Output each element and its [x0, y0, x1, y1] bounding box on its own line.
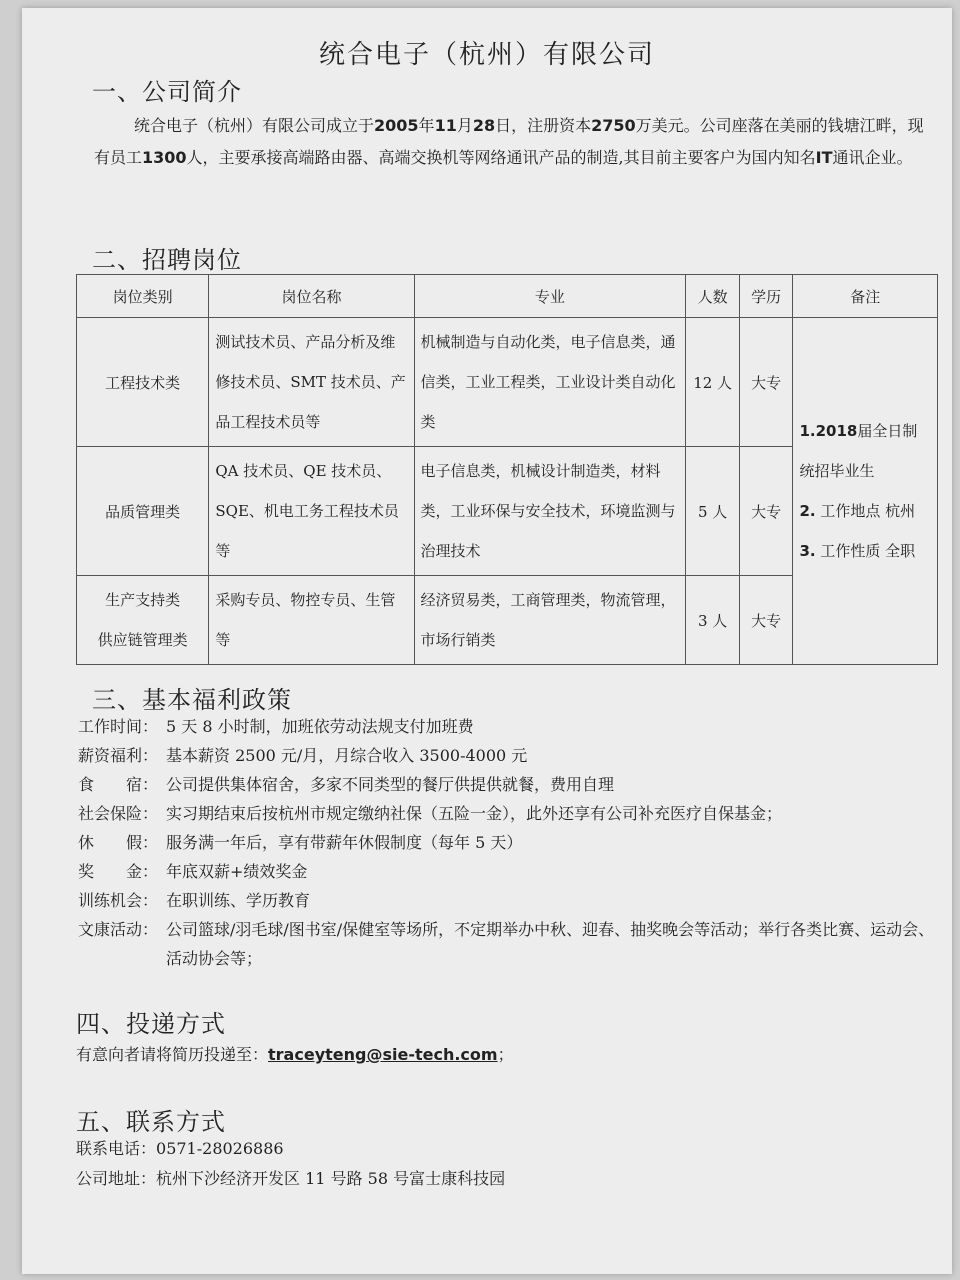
intro-text: 通讯企业。	[832, 148, 913, 167]
list-item	[78, 828, 948, 857]
registered-capital: 2750	[591, 116, 636, 135]
list-item	[78, 857, 948, 886]
job-count: 12 人	[686, 318, 740, 447]
benefit-value: 年底双薪+绩效奖金	[166, 862, 308, 881]
phone-number: 0571-28026886	[156, 1139, 284, 1158]
remark-text: 届全日制统招毕业生	[799, 422, 918, 480]
benefit-label: 食 宿：	[78, 775, 159, 794]
benefit-label: 训练机会：	[78, 891, 159, 910]
job-positions: 测试技术员、产品分析及维修技术员、SMT 技术员、产品工程技术员等	[209, 318, 414, 447]
remark-text: 工作地点 杭州	[820, 502, 916, 520]
benefit-value: 公司篮球/羽毛球/图书室/保健室等场所，不定期举办中秋、迎春、抽奖晚会等活动；举行各类比赛、运动会、活动协会等；	[166, 920, 935, 968]
column-header: 岗位类别	[77, 275, 209, 318]
benefit-label: 薪资福利：	[78, 746, 159, 765]
company-intro-paragraph	[94, 110, 934, 174]
remark-number: 1.2018	[799, 422, 858, 440]
column-header: 备注	[793, 275, 938, 318]
email-link[interactable]: traceyteng@sie-tech.com	[268, 1045, 498, 1064]
submission-suffix: ；	[497, 1045, 514, 1064]
job-major: 机械制造与自动化类，电子信息类，通信类，工业工程类，工业设计类自动化类	[414, 318, 686, 447]
job-category: 品质管理类	[77, 447, 209, 576]
address-label: 公司地址：	[76, 1169, 157, 1188]
recruitment-table	[76, 274, 938, 665]
contact-block	[76, 1134, 505, 1194]
remark-number: 2.	[799, 502, 816, 520]
job-positions: 采购专员、物控专员、生管等	[209, 576, 414, 665]
phone-label: 联系电话：	[76, 1139, 157, 1158]
remark-number: 3.	[799, 542, 816, 560]
intro-text: 人，主要承接高端路由器、高端交换机等网络通讯产品的制造,其目前主要客户为国内知名	[186, 148, 816, 167]
list-item	[78, 886, 948, 915]
benefit-value: 在职训练、学历教育	[166, 891, 311, 910]
intro-text: 年	[418, 116, 435, 135]
address-line	[76, 1164, 505, 1194]
benefit-label: 社会保险：	[78, 804, 159, 823]
remark-text: 工作性质 全职	[820, 542, 916, 560]
job-count: 5 人	[686, 447, 740, 576]
list-item	[78, 799, 948, 828]
job-major: 电子信息类，机械设计制造类，材料类，工业环保与安全技术，环境监测与治理技术	[414, 447, 686, 576]
benefit-value: 实习期结束后按杭州市规定缴纳社保（五险一金），此外还享有公司补充医疗自保基金；	[166, 804, 783, 823]
remark-item	[799, 531, 931, 571]
intro-text: 日，注册资本	[495, 116, 592, 135]
intro-text: 统合电子（杭州）有限公司成立于	[134, 116, 375, 135]
job-category-line: 生产支持类	[105, 591, 181, 609]
section-heading-benefits: 三、基本福利政策	[92, 686, 292, 714]
founding-day: 28	[472, 116, 496, 135]
intro-text: 月	[456, 116, 473, 135]
list-item	[78, 741, 948, 770]
section-heading-positions: 二、招聘岗位	[92, 246, 242, 274]
job-remarks	[793, 318, 938, 665]
founding-year: 2005	[374, 116, 419, 135]
column-header: 人数	[686, 275, 740, 318]
remark-item	[799, 411, 931, 491]
job-education: 大专	[739, 447, 793, 576]
benefit-value: 基本薪资 2500 元/月，月综合收入 3500-4000 元	[166, 746, 528, 765]
benefit-label: 工作时间：	[78, 717, 159, 736]
job-category: 工程技术类	[77, 318, 209, 447]
list-item	[78, 712, 948, 741]
phone-line	[76, 1134, 505, 1164]
section-heading-company-intro: 一、公司简介	[92, 78, 242, 106]
remark-item	[799, 491, 931, 531]
table-row	[77, 318, 938, 447]
submission-line	[76, 1040, 514, 1070]
founding-month: 11	[434, 116, 457, 135]
table-header-row	[77, 275, 938, 318]
intro-text: 万美元。公司座落在美丽的钱塘江畔，现有员工	[94, 116, 924, 167]
benefit-value: 公司提供集体宿舍，多家不同类型的餐厅供提供就餐，费用自理	[166, 775, 615, 794]
benefit-label: 奖 金：	[78, 862, 159, 881]
address-text: 杭州下沙经济开发区 11 号路 58 号富士康科技园	[156, 1169, 506, 1188]
page-title: 统合电子（杭州）有限公司	[318, 40, 655, 70]
column-header: 专业	[414, 275, 686, 318]
section-heading-contact: 五、联系方式	[76, 1108, 226, 1136]
job-positions: QA 技术员、QE 技术员、SQE、机电工务工程技术员等	[209, 447, 414, 576]
benefit-label: 休 假：	[78, 833, 159, 852]
job-education: 大专	[739, 576, 793, 665]
document-page	[22, 8, 952, 1274]
benefit-value: 服务满一年后，享有带薪年休假制度（每年 5 天）	[166, 833, 523, 852]
submission-text: 有意向者请将简历投递至：	[76, 1045, 269, 1064]
section-heading-submission: 四、投递方式	[76, 1010, 226, 1038]
column-header: 岗位名称	[209, 275, 414, 318]
benefit-label: 文康活动：	[78, 920, 159, 939]
list-item	[78, 770, 948, 799]
staff-count: 1300	[142, 148, 187, 167]
job-education: 大专	[739, 318, 793, 447]
benefit-value: 5 天 8 小时制，加班依劳动法规支付加班费	[166, 717, 474, 736]
job-count: 3 人	[686, 576, 740, 665]
job-category	[77, 576, 209, 665]
job-category-line: 供应链管理类	[97, 631, 188, 649]
list-item	[78, 915, 948, 973]
it-text: IT	[815, 148, 833, 167]
column-header: 学历	[739, 275, 793, 318]
benefits-list	[78, 712, 948, 973]
job-major: 经济贸易类，工商管理类，物流管理，市场行销类	[414, 576, 686, 665]
